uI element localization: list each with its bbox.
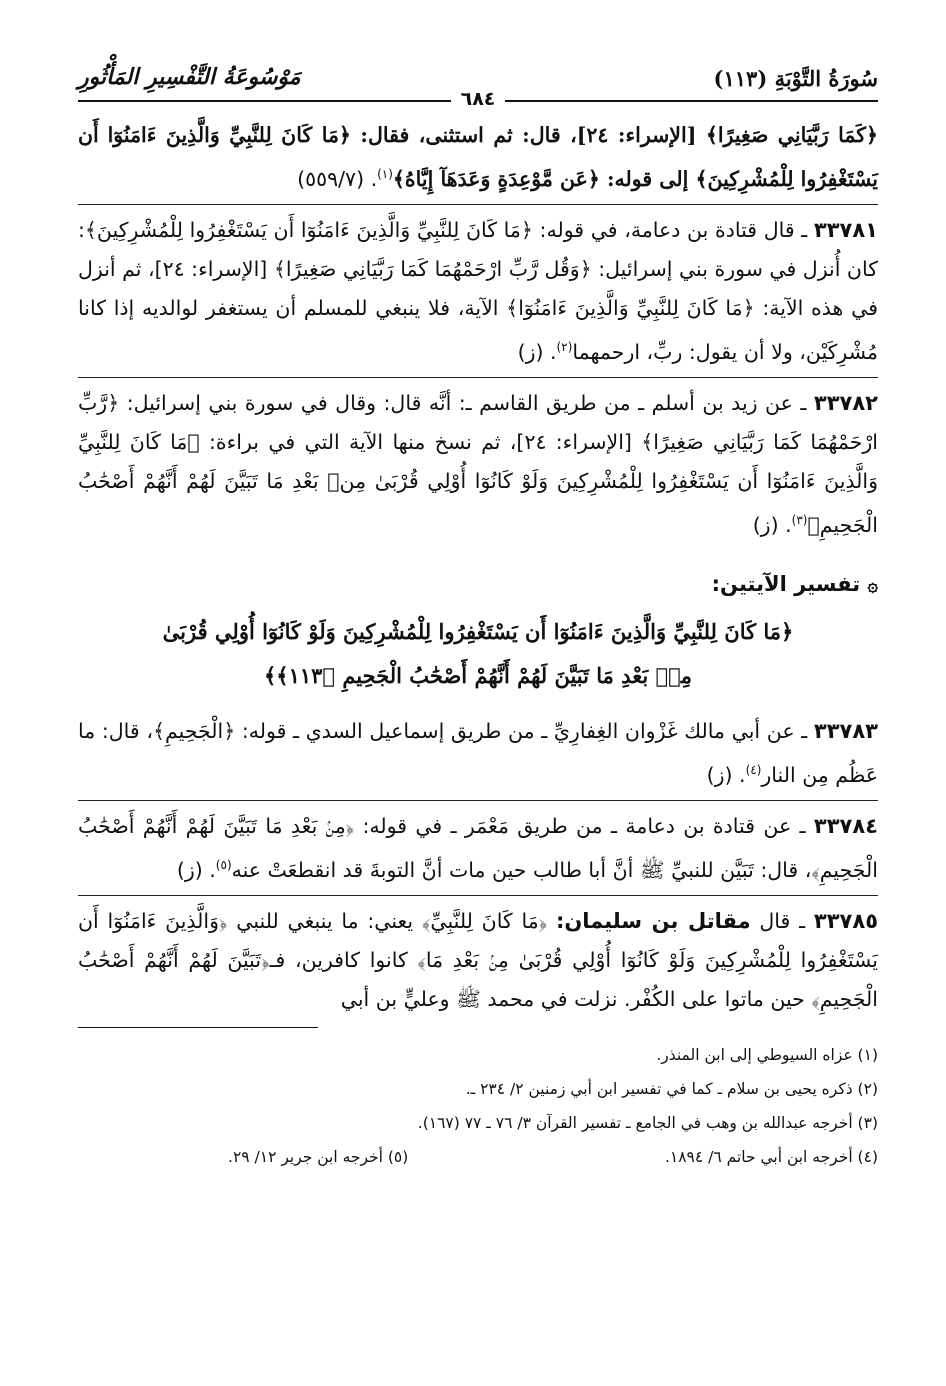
footnote-mark-3: (٣) bbox=[791, 512, 808, 527]
paragraph-separator bbox=[78, 800, 878, 801]
athar-intro: ـ قال bbox=[750, 909, 814, 934]
footnotes bbox=[78, 1038, 878, 1174]
footnote-5: (٥) أخرجه ابن جرير ١٢/ ٢٩. bbox=[228, 1148, 409, 1167]
athar-33784 bbox=[78, 807, 878, 890]
footnote-mark-5: (٥) bbox=[215, 858, 232, 873]
athar-speaker: مقاتل بن سليمان: bbox=[555, 909, 751, 934]
footnote-mark-1: (١) bbox=[377, 167, 393, 181]
continuation-paragraph bbox=[78, 116, 878, 199]
footnote-3: (٣) أخرجه عبدالله بن وهب في الجامع ـ تفسير القرآن ٣/ ٧٦ ـ ٧٧ (١٦٧). bbox=[417, 1114, 878, 1133]
block1-line1: ﴿كَمَا رَبَّيَانِي صَغِيرًا﴾ [الإسراء: ٢٤]، قال: ثم استثنى، فقال: ﴿مَا كَانَ لِلنَّبِيِّ وَالَّذِينَ ءَامَنُوٓا bbox=[107, 123, 878, 147]
athar-number: ٣٣٧٨٤ bbox=[813, 814, 878, 839]
ayah-block bbox=[88, 610, 868, 698]
paragraph-separator bbox=[78, 895, 878, 896]
paragraph-separator bbox=[78, 204, 878, 205]
block1-line2: أَن يَسْتَغْفِرُوا لِلْمُشْرِكِينَ﴾ إلى قوله: ﴿عَن مَّوْعِدَةٍ وَعَدَهَآ إِيَّاهُ﴾ bbox=[78, 123, 878, 191]
page-number: ٦٨٤ bbox=[451, 88, 506, 110]
athar-text: ـ عن زيد بن أسلم ـ من طريق القاسم ـ: أنَّه قال: وقال في سورة بني إسرائيل: ﴿رَّبِّ ارْحَمْهُمَا كَمَا رَبَّيَانِي صَغِيرًا﴾ [الإسراء: ٢٤]، ثم نسخ منها الآية التي في براءة: ﴿مَا كَانَ لِلنَّبِيِّ وَالَّذِينَ ءَامَنُوٓا أَن يَسْتَغْفِرُوا لِلْمُشْرِكِينَ وَلَوْ كَانُوٓا أُوْلِي قُرْبَىٰ مِنۢ بَعْدِ مَا تَبَيَّنَ لَهُمْ أَنَّهُمْ أَصْحَٰبُ الْجَحِيمِ﴾ bbox=[78, 390, 878, 537]
athar-number: ٣٣٧٨٥ bbox=[813, 909, 879, 934]
athar-text: ـ عن أبي مالك غَزْوان الغِفارِيِّ ـ من طريق إسماعيل السدي ـ قوله: ﴿الْجَحِيمِ﴾، قال: ما عَظُم مِن النار bbox=[78, 719, 878, 788]
footnote-rule bbox=[78, 1027, 318, 1028]
athar-33782 bbox=[78, 384, 878, 545]
page-number-row bbox=[78, 88, 878, 116]
athar-33785 bbox=[78, 902, 878, 1019]
block1-ref: . (٥٥٩/٧) bbox=[297, 166, 378, 191]
footnote-4: (٤) أخرجه ابن أبي حاتم ٦/ ١٨٩٤. bbox=[664, 1148, 878, 1167]
athar-text: ﴿مَا كَانَ لِلنَّبِيِّ﴾ يعني: ما ينبغي للنبي ﴿وَالَّذِينَ ءَامَنُوٓا أَن يَسْتَغْفِرُوا لِلْمُشْرِكِينَ وَلَوْ كَانُوٓا أُوْلِي قُرْبَىٰ مِنۢ بَعْدِ مَا﴾ كانوا كافرين، فـ﴿تَبَيَّنَ لَهُمْ أَنَّهُمْ أَصْحَٰبُ الْجَحِيمِ﴾ حين ماتوا على الكُفْر. نزلت في محمد ﷺ وعليٍّ بن أبي bbox=[78, 909, 878, 1012]
footnote-2: (٢) ذكره يحيى بن سلام ـ كما في تفسير ابن أبي زمنين ٢/ ٢٣٤ ـ. bbox=[465, 1080, 878, 1099]
athar-number: ٣٣٧٨٢ bbox=[813, 390, 878, 415]
athar-number: ٣٣٧٨١ bbox=[813, 217, 878, 242]
athar-33781 bbox=[78, 211, 878, 372]
paragraph-separator bbox=[78, 377, 878, 378]
athar-tail: . (ز) bbox=[517, 339, 557, 364]
document-page bbox=[78, 62, 878, 1174]
footnote-1: (١) عزاه السيوطي إلى ابن المنذر. bbox=[656, 1046, 878, 1065]
athar-number: ٣٣٧٨٣ bbox=[813, 719, 878, 744]
athar-tail: . (ز) bbox=[706, 763, 746, 788]
ayah-line-1: ﴿مَا كَانَ لِلنَّبِيِّ وَالَّذِينَ ءَامَنُوٓا أَن يَسْتَغْفِرُوا لِلْمُشْرِكِينَ وَلَوْ كَانُوٓا أُوْلِي قُرْبَىٰ bbox=[162, 619, 794, 645]
footnote-row-4-5 bbox=[78, 1140, 878, 1174]
section-title: تفسير الآيتين: bbox=[711, 572, 861, 597]
athar-text: ـ قال قتادة بن دعامة، في قوله: ﴿مَا كَانَ لِلنَّبِيِّ وَالَّذِينَ ءَامَنُوٓا أَن يَسْتَغْفِرُوا لِلْمُشْرِكِينَ﴾: كان أُنزل في سورة بني إسرائيل: ﴿وَقُل رَّبِّ ارْحَمْهُمَا كَمَا رَبَّيَانِي صَغِيرًا﴾ [الإسراء: ٢٤]، ثم أنزل في هذه الآية: ﴿مَا كَانَ لِلنَّبِيِّ وَالَّذِينَ ءَامَنُوٓا﴾ الآية، فلا ينبغي للمسلم أن يستغفر لوالديه إذا كانا مُشْرِكَيْن، ولا أن يقول: ربِّ، ارحمهما bbox=[78, 217, 878, 364]
section-heading bbox=[78, 572, 878, 596]
surah-title: سُورَةُ التَّوْبَةِ (١١٣) bbox=[713, 66, 878, 91]
athar-33783 bbox=[78, 712, 878, 795]
athar-tail: . (ز) bbox=[176, 858, 216, 883]
book-title: مَوْسُوعَةُ التَّفْسِيرِ المَأْثُورِ bbox=[78, 64, 301, 90]
ayah-line-2: مِنۢ بَعْدِ مَا تَبَيَّنَ لَهُمْ أَنَّهُمْ أَصْحَٰبُ الْجَحِيمِ ﴿١١٣﴾﴾ bbox=[263, 663, 693, 689]
athar-tail: . (ز) bbox=[752, 512, 792, 537]
athar-text: ـ عن قتادة بن دعامة ـ من طريق مَعْمَر ـ في قوله: ﴿مِنۢ بَعْدِ مَا تَبَيَّنَ لَهُمْ أَنَّهُمْ أَصْحَٰبُ الْجَحِيمِ﴾، قال: تَبَيَّن للنبيِّ ﷺ أنَّ أبا طالب حين مات أنَّ التوبةَ قد انقطعَتْ عنه bbox=[78, 814, 878, 883]
footnote-mark-4: (٤) bbox=[745, 763, 762, 778]
star-ornament-icon: ۞ bbox=[867, 575, 878, 597]
footnote-mark-2: (٢) bbox=[556, 339, 573, 354]
